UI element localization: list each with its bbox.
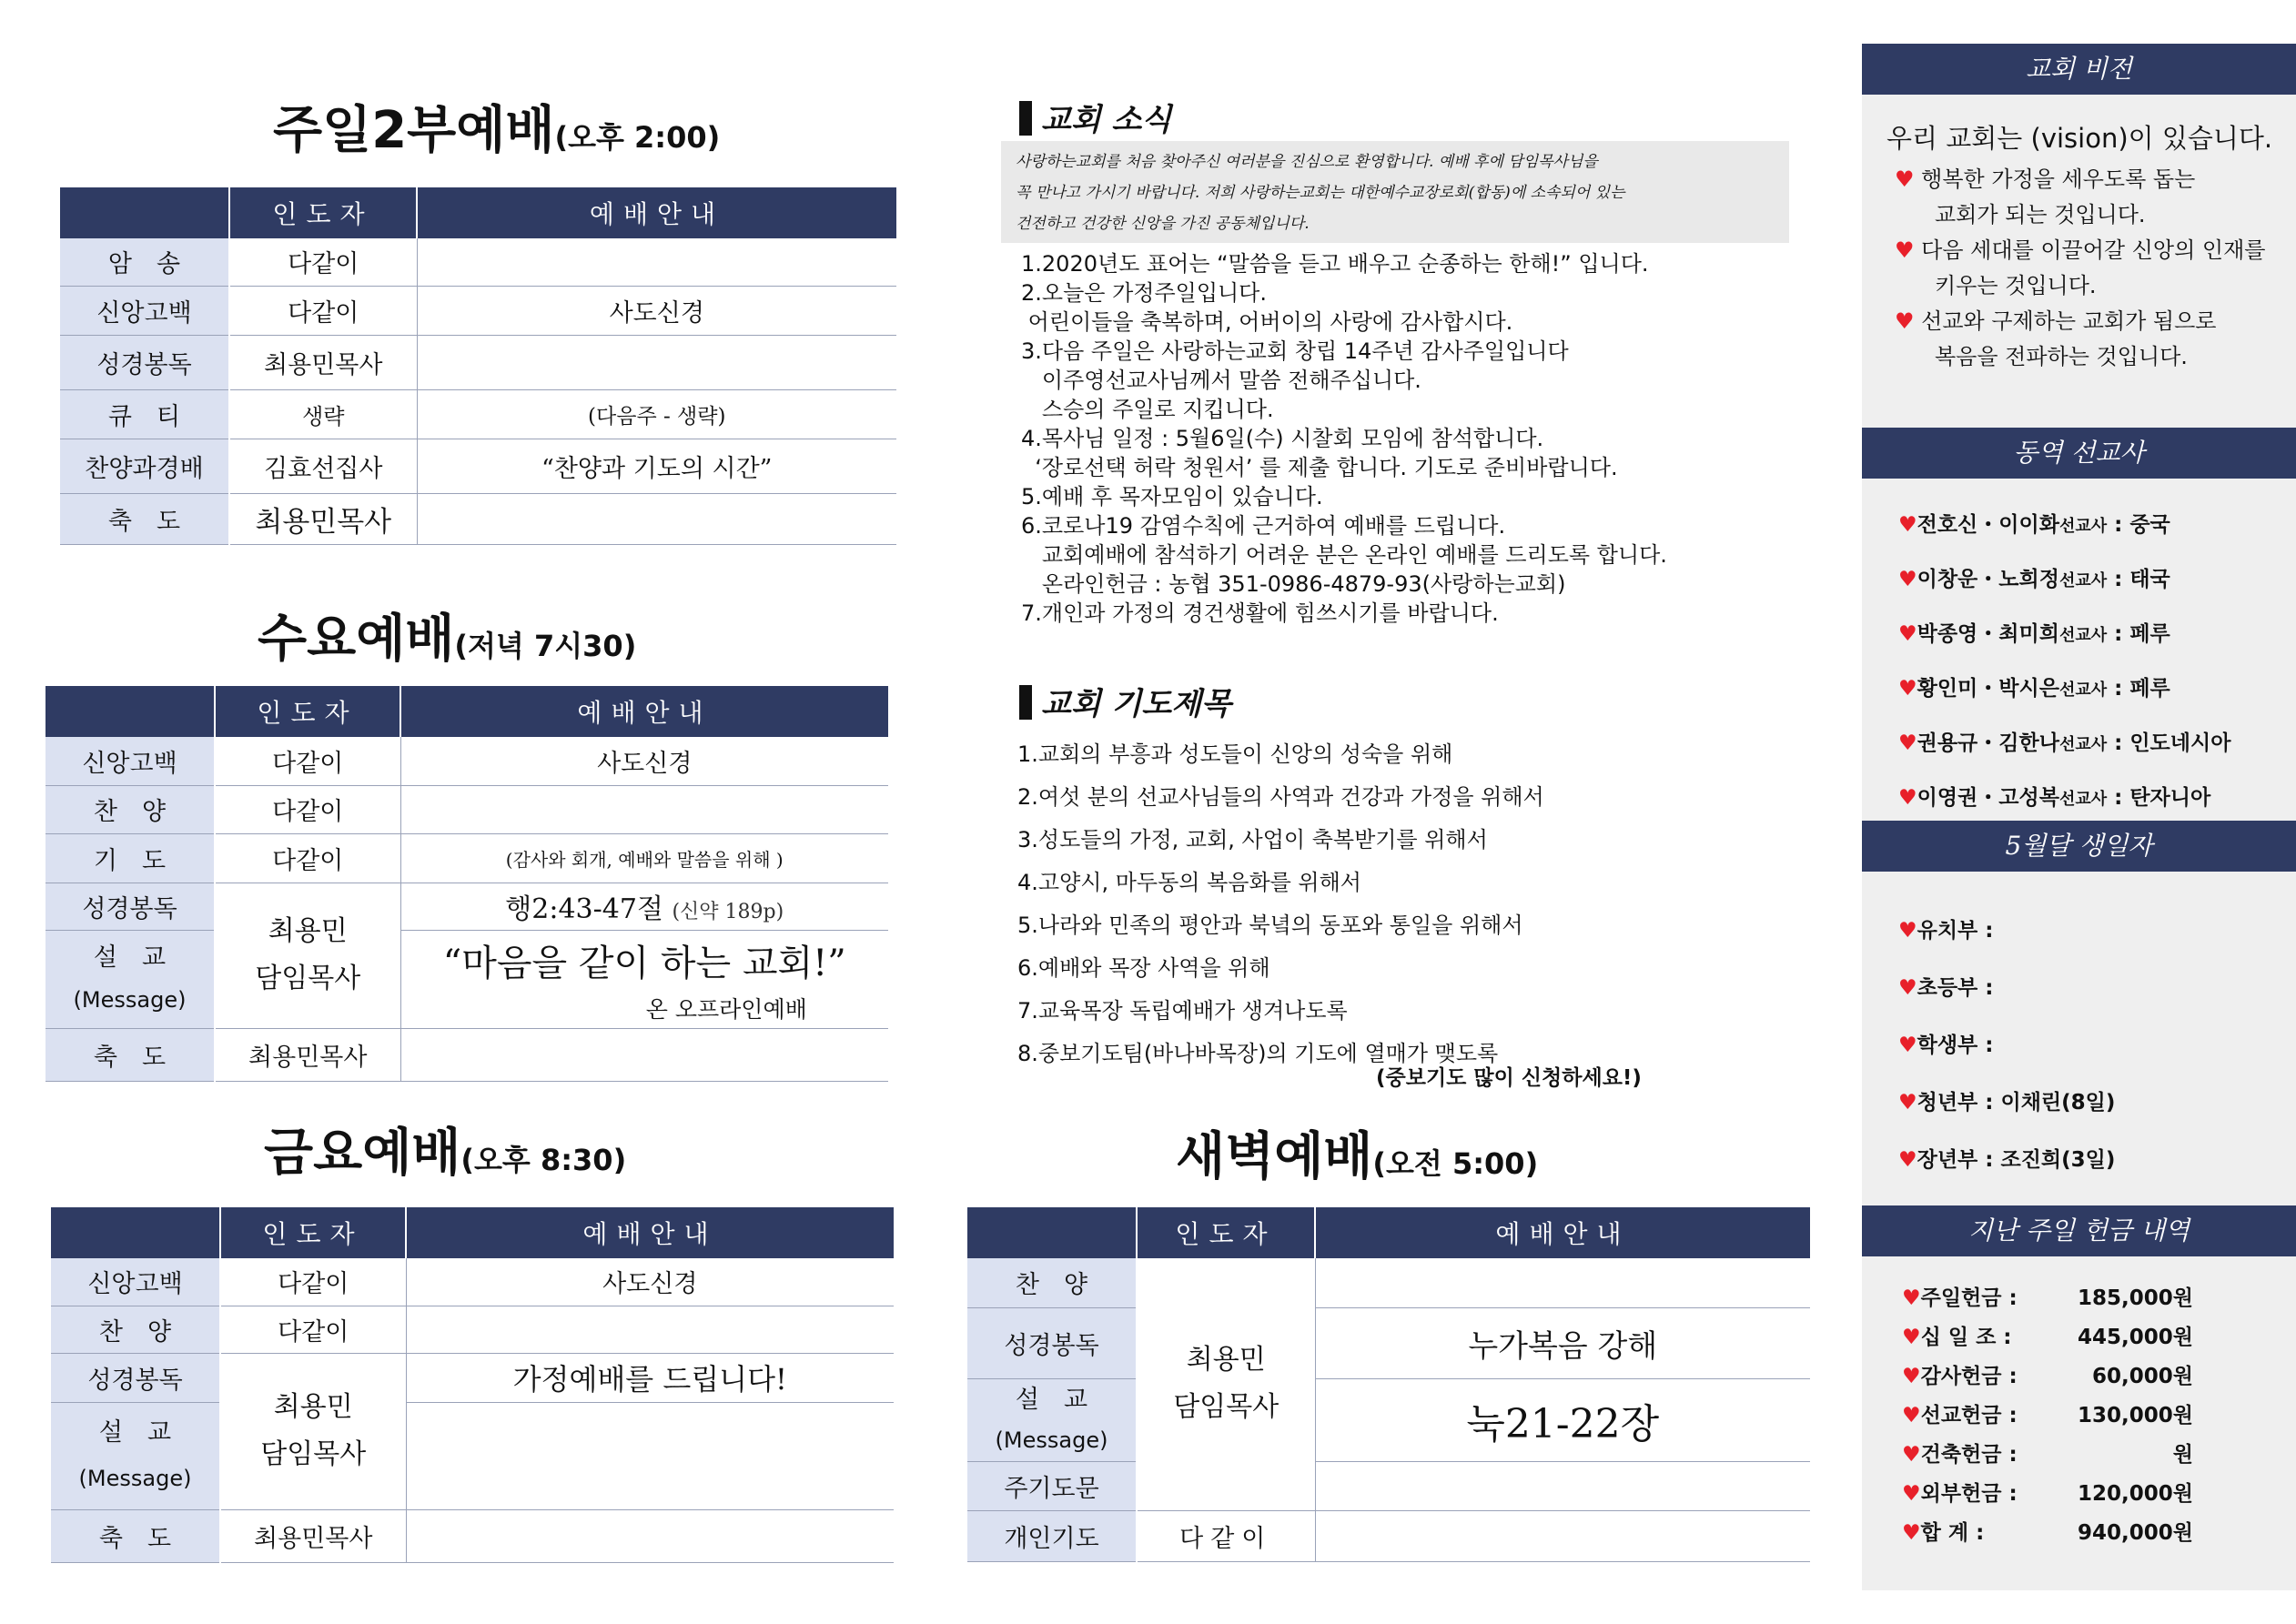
sunday2-table bbox=[60, 187, 896, 545]
leader-name: 최용민 bbox=[268, 915, 348, 947]
prayer-list bbox=[1017, 733, 1544, 1075]
row-guide: 사도신경 bbox=[406, 1258, 894, 1306]
dawn-title bbox=[1176, 1128, 1538, 1193]
list-item: 1.2020년도 표어는 “말씀을 듣고 배우고 순종하는 한해!” 입니다. bbox=[1021, 251, 1649, 277]
missionary-country: : 페루 bbox=[2114, 677, 2170, 701]
row-label-main: 설 교 bbox=[1015, 1385, 1088, 1414]
list-item: 8.중보기도팀(바나바목장)의 기도에 열매가 맺도록 bbox=[1017, 1041, 1499, 1066]
row-label bbox=[967, 1378, 1137, 1461]
offering-amount: 원 bbox=[2172, 1443, 2193, 1467]
row-guide bbox=[400, 785, 888, 833]
row-leader: 다같이 bbox=[1137, 1510, 1315, 1561]
heading-bar bbox=[1019, 685, 1032, 720]
col-header-empty bbox=[60, 187, 229, 238]
list-item: 스승의 주일로 지킵니다. bbox=[1021, 397, 1274, 422]
table-row bbox=[967, 1258, 1810, 1307]
row-guide: 사도신경 bbox=[417, 286, 896, 335]
heart-icon: ♥ bbox=[1895, 237, 1915, 263]
heart-icon: ♥ bbox=[1898, 677, 1917, 701]
row-leader: 다같이 bbox=[215, 737, 400, 785]
row-leader: 다같이 bbox=[220, 1306, 406, 1353]
row-guide bbox=[417, 493, 896, 544]
table-row bbox=[60, 439, 896, 493]
col-header-empty bbox=[46, 686, 215, 737]
row-guide bbox=[1315, 1258, 1810, 1307]
row-label: 찬 양 bbox=[46, 785, 215, 833]
list-item: 교회가 되는 것입니다. bbox=[1935, 202, 2146, 227]
list-item: 복음을 전파하는 것입니다. bbox=[1935, 344, 2188, 369]
row-leader: 최용민목사 bbox=[220, 1509, 406, 1562]
table-row bbox=[967, 1510, 1810, 1561]
leader-title: 담임목사 bbox=[255, 963, 361, 994]
news-intro bbox=[1001, 141, 1789, 243]
row-label: 찬양과경배 bbox=[60, 439, 229, 493]
list-item bbox=[1902, 1279, 2193, 1318]
row-guide bbox=[406, 1306, 894, 1353]
sunday2-time: (오후 2:00) bbox=[554, 120, 721, 155]
list-item: 교회예배에 참석하기 어려운 분은 온라인 예배를 드리도록 합니다. bbox=[1021, 542, 1667, 568]
heart-icon: ♥ bbox=[1898, 1091, 1917, 1115]
heart-icon: ♥ bbox=[1898, 622, 1917, 646]
row-label: 개인기도 bbox=[967, 1510, 1137, 1561]
leader-name: 최용민 bbox=[1186, 1344, 1266, 1377]
list-item bbox=[1898, 1074, 2115, 1132]
row-label-main: 설 교 bbox=[98, 1418, 172, 1447]
table-row bbox=[46, 833, 888, 883]
list-item bbox=[1898, 717, 2230, 772]
row-label bbox=[51, 1402, 220, 1509]
heart-icon: ♥ bbox=[1898, 1034, 1917, 1057]
row-leader: 최용민목사 bbox=[229, 493, 417, 544]
row-label: 축 도 bbox=[46, 1028, 215, 1081]
row-guide: 누가복음 강해 bbox=[1315, 1307, 1810, 1378]
row-leader: 최용민목사 bbox=[229, 335, 417, 389]
sermon-note: 온 오프라인예배 bbox=[645, 995, 807, 1023]
list-item: 3.다음 주일은 사랑하는교회 창립 14주년 감사주일입니다 bbox=[1021, 338, 1569, 364]
list-item: 이주영선교사님께서 말씀 전해주십니다. bbox=[1021, 368, 1421, 393]
list-item bbox=[1902, 1318, 2193, 1357]
row-label: 찬 양 bbox=[51, 1306, 220, 1353]
sunday2-title-text: 주일2부예배 bbox=[273, 101, 555, 160]
row-label: 성경봉독 bbox=[46, 883, 215, 930]
table-row bbox=[46, 930, 888, 1028]
row-label: 신앙고백 bbox=[60, 286, 229, 335]
friday-time: (오후 8:30) bbox=[460, 1143, 627, 1177]
row-leader: 다같이 bbox=[215, 785, 400, 833]
list-item bbox=[1898, 608, 2230, 662]
missionary-suffix: 선교사 bbox=[2058, 626, 2108, 645]
vision-heading: 교회 비전 bbox=[1862, 44, 2296, 95]
heart-icon: ♥ bbox=[1898, 568, 1917, 591]
list-item: 7.교육목장 독립예배가 생겨나도록 bbox=[1017, 998, 1348, 1024]
offering-amount: 185,000원 bbox=[2078, 1286, 2193, 1310]
intro-line: 꼭 만나고 가시기 바랍니다. 저희 사랑하는교회는 대한예수교장로회(합동)에 소속되어 있는 bbox=[1016, 184, 1625, 202]
missionary-names: 황인미・박시은 bbox=[1917, 677, 2059, 701]
list-item: 7.개인과 가정의 경건생활에 힘쓰시기를 바랍니다. bbox=[1021, 600, 1499, 626]
list-item: 6.코로나19 감염수칙에 근거하여 예배를 드립니다. bbox=[1021, 513, 1506, 539]
col-header-leader: 인도자 bbox=[220, 1207, 406, 1258]
list-item: 3.성도들의 가정, 교회, 사업이 축복받기를 위해서 bbox=[1017, 827, 1488, 852]
row-leader: 김효선집사 bbox=[229, 439, 417, 493]
heading-bar bbox=[1019, 101, 1032, 136]
scripture-ref: 행2:43-47절 bbox=[505, 893, 663, 925]
col-header-leader: 인도자 bbox=[215, 686, 400, 737]
list-item bbox=[1895, 304, 2265, 339]
heart-icon: ♥ bbox=[1898, 731, 1917, 755]
wednesday-table bbox=[46, 686, 888, 1082]
missionary-country: : 페루 bbox=[2114, 622, 2170, 646]
row-label: 주기도문 bbox=[967, 1461, 1137, 1510]
col-header-leader: 인도자 bbox=[229, 187, 417, 238]
prayer-heading bbox=[1019, 679, 1231, 723]
offering-amount: 445,000원 bbox=[2078, 1326, 2193, 1349]
offering-label: 주일헌금 : bbox=[1920, 1286, 2018, 1310]
list-item: 5.예배 후 목자모임이 있습니다. bbox=[1021, 484, 1323, 509]
list-item: ‘장로선택 허락 청원서’ 를 제출 합니다. 기도로 준비바랍니다. bbox=[1021, 455, 1618, 480]
offering-label: 십 일 조 : bbox=[1920, 1326, 2012, 1349]
list-item bbox=[1898, 772, 2230, 826]
news-heading bbox=[1019, 95, 1171, 139]
heart-icon: ♥ bbox=[1902, 1443, 1921, 1467]
friday-title-text: 금요예배 bbox=[264, 1124, 461, 1183]
birthday-entry: 초등부 : bbox=[1917, 976, 1994, 1000]
heart-icon: ♥ bbox=[1898, 919, 1917, 943]
offering-label: 외부헌금 : bbox=[1920, 1482, 2018, 1506]
merged-leader bbox=[1137, 1258, 1315, 1510]
list-item bbox=[1898, 1017, 2115, 1074]
list-item: 6.예배와 목장 사역을 위해 bbox=[1017, 955, 1270, 981]
row-label: 신앙고백 bbox=[46, 737, 215, 785]
col-header-guide: 예배안내 bbox=[406, 1207, 894, 1258]
dawn-title-text: 새벽예배 bbox=[1176, 1127, 1373, 1186]
table-row bbox=[51, 1353, 894, 1402]
row-label-sub: (Message) bbox=[73, 987, 187, 1013]
table-row bbox=[60, 389, 896, 439]
table-row bbox=[60, 493, 896, 544]
row-guide: 눅21-22장 bbox=[1315, 1378, 1810, 1461]
list-item bbox=[1898, 1132, 2115, 1189]
heart-icon: ♥ bbox=[1902, 1482, 1921, 1506]
list-item bbox=[1902, 1514, 2193, 1553]
row-label: 큐 티 bbox=[60, 389, 229, 439]
list-item: 온라인헌금 : 농협 351-0986-4879-93(사랑하는교회) bbox=[1021, 571, 1566, 597]
row-guide: “찬양과 기도의 시간” bbox=[417, 439, 896, 493]
offering-label: 선교헌금 : bbox=[1920, 1404, 2018, 1427]
table-row bbox=[46, 883, 888, 930]
col-header-empty bbox=[51, 1207, 220, 1258]
table-row bbox=[51, 1509, 894, 1562]
row-leader: 다같이 bbox=[220, 1258, 406, 1306]
list-item bbox=[1898, 903, 2115, 960]
heart-icon: ♥ bbox=[1898, 513, 1917, 537]
offering-heading: 지난 주일 헌금 내역 bbox=[1862, 1205, 2296, 1256]
table-row bbox=[46, 785, 888, 833]
sunday2-title bbox=[273, 102, 720, 166]
heart-icon: ♥ bbox=[1898, 786, 1917, 810]
heart-icon: ♥ bbox=[1895, 166, 1915, 192]
prayer-note: (중보기도 많이 신청하세요!) bbox=[1376, 1066, 1642, 1090]
table-row bbox=[967, 1461, 1810, 1510]
missionary-suffix: 선교사 bbox=[2058, 790, 2108, 809]
table-row bbox=[51, 1258, 894, 1306]
row-guide bbox=[406, 1509, 894, 1562]
missionary-suffix: 선교사 bbox=[2058, 735, 2108, 754]
row-guide bbox=[400, 883, 888, 930]
row-guide: (다음주 - 생략) bbox=[417, 389, 896, 439]
row-leader: 다같이 bbox=[229, 238, 417, 286]
heart-icon: ♥ bbox=[1898, 1148, 1917, 1172]
list-item bbox=[1902, 1357, 2193, 1397]
intro-line: 건전하고 건강한 신앙을 가진 공동체입니다. bbox=[1016, 215, 1310, 233]
list-item: 2.오늘은 가정주일입니다. bbox=[1021, 280, 1267, 306]
offering-amount: 130,000원 bbox=[2078, 1404, 2193, 1427]
row-label: 성경봉독 bbox=[51, 1353, 220, 1402]
vision-line: 다음 세대를 이끌어갈 신앙의 인재를 bbox=[1921, 237, 2266, 263]
offering-label: 건축헌금 : bbox=[1920, 1443, 2018, 1467]
list-item: 2.여섯 분의 선교사님들의 사역과 건강과 가정을 위해서 bbox=[1017, 784, 1544, 810]
birthdays-list bbox=[1898, 903, 2115, 1189]
leader-name: 최용민 bbox=[273, 1391, 353, 1423]
missionary-names: 전호신・이이화 bbox=[1917, 513, 2059, 537]
row-guide bbox=[406, 1402, 894, 1509]
row-leader: 생략 bbox=[229, 389, 417, 439]
missionaries-list bbox=[1898, 499, 2230, 826]
list-item bbox=[1895, 233, 2265, 268]
row-label: 기 도 bbox=[46, 833, 215, 883]
list-item: 4.고양시, 마두동의 복음화를 위해서 bbox=[1017, 870, 1361, 895]
friday-title bbox=[264, 1125, 626, 1189]
prayer-heading-text: 교회 기도제목 bbox=[1041, 686, 1231, 722]
list-item bbox=[1898, 960, 2115, 1017]
missionary-names: 이창운・노희정 bbox=[1917, 568, 2059, 591]
list-item: 4.목사님 일정 : 5월6일(수) 시찰회 모임에 참석합니다. bbox=[1021, 426, 1544, 451]
merged-leader bbox=[220, 1353, 406, 1509]
vision-line: 행복한 가정을 세우도록 돕는 bbox=[1921, 166, 2196, 192]
missionaries-heading: 동역 선교사 bbox=[1862, 428, 2296, 479]
row-label: 신앙고백 bbox=[51, 1258, 220, 1306]
birthday-entry: 유치부 : bbox=[1917, 919, 1994, 943]
missionary-suffix: 선교사 bbox=[2058, 681, 2108, 700]
row-label: 암 송 bbox=[60, 238, 229, 286]
row-label: 찬 양 bbox=[967, 1258, 1137, 1307]
row-leader: 다같이 bbox=[229, 286, 417, 335]
leader-title: 담임목사 bbox=[1173, 1391, 1279, 1424]
row-guide: 사도신경 bbox=[400, 737, 888, 785]
list-item bbox=[1895, 162, 2265, 197]
birthday-entry: 학생부 : bbox=[1917, 1034, 1994, 1057]
wednesday-title bbox=[258, 610, 636, 675]
offering-amount: 60,000원 bbox=[2092, 1365, 2193, 1388]
row-label: 축 도 bbox=[51, 1509, 220, 1562]
table-row bbox=[60, 238, 896, 286]
row-guide: (감사와 회개, 예배와 말씀을 위해 ) bbox=[400, 833, 888, 883]
list-item: 어린이들을 축복하며, 어버이의 사랑에 감사합시다. bbox=[1021, 309, 1513, 335]
friday-table bbox=[51, 1207, 894, 1563]
row-guide bbox=[417, 238, 896, 286]
list-item bbox=[1902, 1475, 2193, 1514]
merged-leader bbox=[215, 883, 400, 1028]
col-header-empty bbox=[967, 1207, 1137, 1258]
vision-line: 선교와 구제하는 교회가 됨으로 bbox=[1921, 308, 2217, 334]
vision-lead: 우리 교회는 (vision)이 있습니다. bbox=[1886, 123, 2273, 154]
heart-icon: ♥ bbox=[1902, 1404, 1921, 1427]
news-list bbox=[1021, 249, 1667, 628]
birthdays-heading: 5월달 생일자 bbox=[1862, 821, 2296, 872]
col-header-leader: 인도자 bbox=[1137, 1207, 1315, 1258]
row-leader: 최용민목사 bbox=[215, 1028, 400, 1081]
row-guide bbox=[1315, 1510, 1810, 1561]
heart-icon: ♥ bbox=[1902, 1286, 1921, 1310]
table-row bbox=[51, 1402, 894, 1509]
list-item bbox=[1898, 553, 2230, 608]
heart-icon: ♥ bbox=[1902, 1365, 1921, 1388]
missionary-names: 권용규・김한나 bbox=[1917, 731, 2059, 755]
missionary-suffix: 선교사 bbox=[2058, 517, 2108, 536]
col-header-guide: 예배안내 bbox=[417, 187, 896, 238]
dawn-time: (오전 5:00) bbox=[1372, 1146, 1539, 1181]
intro-line: 사랑하는교회를 처음 찾아주신 여러분을 진심으로 환영합니다. 예배 후에 담임목사님을 bbox=[1016, 153, 1598, 171]
offering-amount: 940,000원 bbox=[2078, 1521, 2193, 1545]
table-row bbox=[967, 1378, 1810, 1461]
table-row bbox=[46, 1028, 888, 1081]
col-header-guide: 예배안내 bbox=[400, 686, 888, 737]
wednesday-title-text: 수요예배 bbox=[258, 610, 455, 669]
sermon-title: “마음을 같이 하는 교회!” bbox=[442, 942, 846, 984]
list-item: 5.나라와 민족의 평안과 북녘의 동포와 통일을 위해서 bbox=[1017, 913, 1523, 938]
heart-icon: ♥ bbox=[1895, 308, 1915, 334]
table-row bbox=[51, 1306, 894, 1353]
row-guide bbox=[1315, 1461, 1810, 1510]
table-row bbox=[967, 1307, 1810, 1378]
scripture-page: (신약 189p) bbox=[672, 901, 784, 923]
news-heading-text: 교회 소식 bbox=[1041, 102, 1172, 138]
row-guide bbox=[400, 1028, 888, 1081]
list-item: 키우는 것입니다. bbox=[1935, 273, 2097, 298]
row-leader: 다같이 bbox=[215, 833, 400, 883]
table-row bbox=[60, 335, 896, 389]
list-item: 1.교회의 부흥과 성도들이 신앙의 성숙을 위해 bbox=[1017, 741, 1453, 767]
missionary-country: : 인도네시아 bbox=[2114, 731, 2231, 755]
offering-amount: 120,000원 bbox=[2078, 1482, 2193, 1506]
offering-label: 감사헌금 : bbox=[1920, 1365, 2018, 1388]
col-header-guide: 예배안내 bbox=[1315, 1207, 1810, 1258]
row-label bbox=[46, 930, 215, 1028]
list-item bbox=[1898, 662, 2230, 717]
row-label-sub: (Message) bbox=[78, 1466, 192, 1491]
heart-icon: ♥ bbox=[1902, 1521, 1921, 1545]
row-label-main: 설 교 bbox=[93, 943, 167, 972]
row-label: 성경봉독 bbox=[967, 1307, 1137, 1378]
dawn-table bbox=[967, 1207, 1810, 1562]
vision-list bbox=[1895, 162, 2265, 375]
birthday-entry: 장년부 : 조진희(3일) bbox=[1917, 1148, 2116, 1172]
missionary-names: 박종영・최미희 bbox=[1917, 622, 2059, 646]
missionary-country: : 중국 bbox=[2114, 513, 2170, 537]
leader-title: 담임목사 bbox=[260, 1438, 367, 1470]
list-item bbox=[1902, 1436, 2193, 1475]
heart-icon: ♥ bbox=[1898, 976, 1917, 1000]
offering-label: 합 계 : bbox=[1920, 1521, 1985, 1545]
row-label: 성경봉독 bbox=[60, 335, 229, 389]
birthday-entry: 청년부 : 이채린(8일) bbox=[1917, 1091, 2116, 1115]
heart-icon: ♥ bbox=[1902, 1326, 1921, 1349]
row-guide bbox=[400, 930, 888, 1028]
row-guide: 가정예배를 드립니다! bbox=[406, 1353, 894, 1402]
list-item bbox=[1898, 499, 2230, 553]
missionary-names: 이영권・고성복 bbox=[1917, 786, 2059, 810]
offering-list bbox=[1902, 1279, 2193, 1553]
row-label-sub: (Message) bbox=[995, 1427, 1108, 1453]
missionary-suffix: 선교사 bbox=[2058, 571, 2108, 590]
missionary-country: : 탄자니아 bbox=[2114, 786, 2211, 810]
missionary-country: : 태국 bbox=[2114, 568, 2170, 591]
row-label: 축 도 bbox=[60, 493, 229, 544]
table-row bbox=[60, 286, 896, 335]
row-guide bbox=[417, 335, 896, 389]
table-row bbox=[46, 737, 888, 785]
wednesday-time: (저녁 7시30) bbox=[454, 629, 637, 663]
list-item bbox=[1902, 1397, 2193, 1436]
